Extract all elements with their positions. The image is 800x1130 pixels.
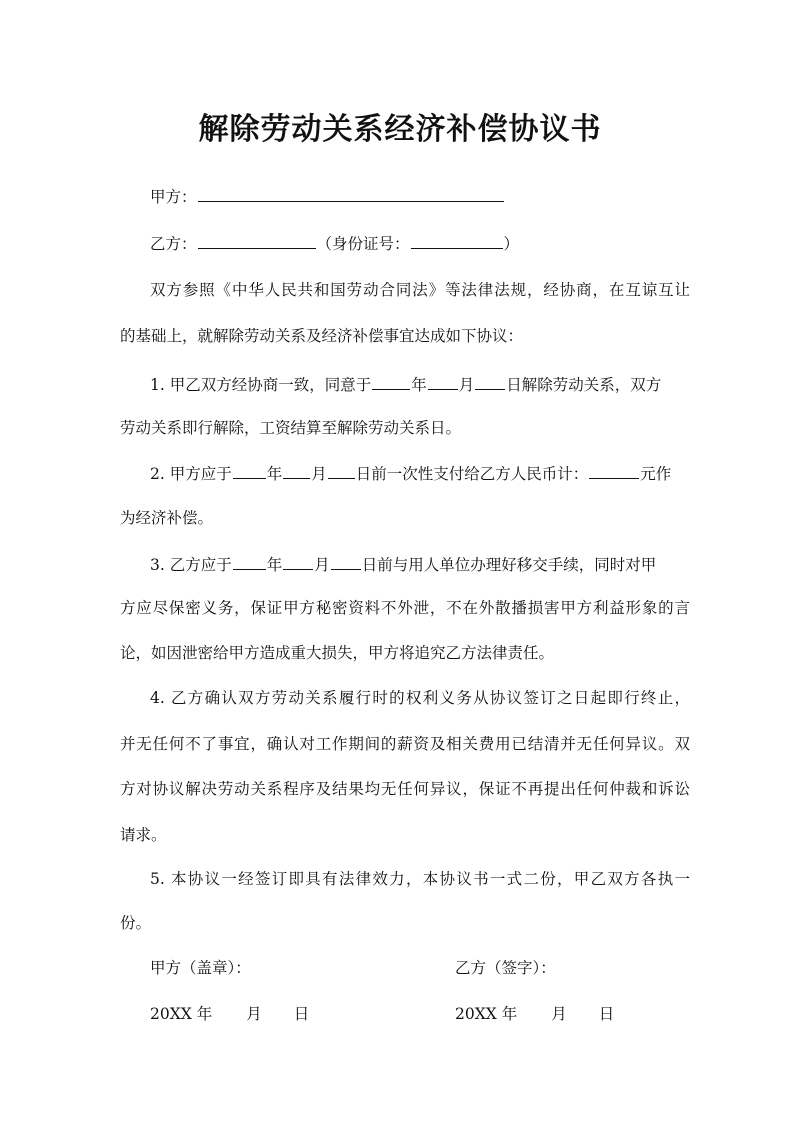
party-b-id-blank[interactable] <box>411 233 503 249</box>
clause-3-month: 月 <box>314 556 330 574</box>
clause-1-line-1 <box>150 374 690 395</box>
clause-4-line-3: 方对协议解决劳动关系程序及结果均无任何异议，保证不再提出任何仲裁和诉讼 <box>120 780 690 798</box>
intro-line-2: 的基础上，就解除劳动关系及经济补偿事宜达成如下协议： <box>120 327 524 345</box>
party-b-line <box>150 233 690 254</box>
party-b-date-year: 20XX 年 <box>455 1005 518 1023</box>
clause-2-amount-blank[interactable] <box>589 463 639 479</box>
clause-3-line-3: 论，如因泄密给甲方造成重大损失，甲方将追究乙方法律责任。 <box>120 644 555 662</box>
clause-2-month: 月 <box>311 465 327 483</box>
clause-1-line-2: 劳动关系即行解除，工资结算至解除劳动关系日。 <box>120 419 462 437</box>
clause-2-day-blank[interactable] <box>328 463 355 479</box>
party-a-date <box>150 1004 309 1024</box>
clause-1-text-a: 1. 甲乙双方经协商一致，同意于 <box>150 376 372 394</box>
clause-5-line-2: 份。 <box>120 914 152 932</box>
clause-1-text-b: 日解除劳动关系，双方 <box>506 376 662 394</box>
party-a-date-day: 日 <box>293 1005 310 1023</box>
clause-1-year-blank[interactable] <box>372 374 410 390</box>
document-title: 解除劳动关系经济补偿协议书 <box>198 112 602 147</box>
party-b-id-suffix: ） <box>503 235 520 253</box>
clause-2-line-1 <box>150 463 690 484</box>
clause-3-month-blank[interactable] <box>283 554 313 570</box>
party-b-date-day: 日 <box>598 1005 615 1023</box>
clause-2-text-c: 元作 <box>640 465 672 483</box>
party-b-sign-label: 乙方（签字）： <box>455 959 556 977</box>
clause-3-line-2: 方应尽保密义务，保证甲方秘密资料不外泄，不在外散播损害甲方利益形象的言 <box>120 599 690 617</box>
clause-3-year: 年 <box>266 556 283 574</box>
party-a-date-month: 月 <box>246 1005 262 1023</box>
clause-3-line-1 <box>150 554 690 575</box>
clause-5-line-1: 5. 本协议一经签订即具有法律效力，本协议书一式二份，甲乙双方各执一 <box>150 870 690 888</box>
party-b-date-month: 月 <box>551 1005 567 1023</box>
party-a-label: 甲方： <box>150 188 197 206</box>
party-b-name-blank[interactable] <box>198 233 316 249</box>
clause-3-text-a: 3. 乙方应于 <box>150 556 232 574</box>
clause-1-month: 月 <box>458 376 475 394</box>
clause-2-year: 年 <box>266 465 283 483</box>
clause-1-month-blank[interactable] <box>428 374 458 390</box>
party-b-id-prefix: （身份证号： <box>316 235 410 253</box>
clause-2-text-b: 日前一次性支付给乙方人民币计： <box>355 465 589 483</box>
party-b-date <box>455 1004 614 1024</box>
clause-3-day-blank[interactable] <box>331 554 361 570</box>
party-b-label: 乙方： <box>150 235 197 253</box>
intro-line-1: 双方参照《中华人民共和国劳动合同法》等法律法规，经协商，在互谅互让 <box>150 281 690 299</box>
clause-4-line-1: 4. 乙方确认双方劳动关系履行时的权利义务从协议签订之日起即行终止， <box>150 689 690 707</box>
clause-2-month-blank[interactable] <box>283 463 310 479</box>
clause-2-year-blank[interactable] <box>233 463 266 479</box>
clause-2-text-a: 2. 甲方应于 <box>150 465 232 483</box>
party-a-blank[interactable] <box>198 186 504 202</box>
clause-3-text-b: 日前与用人单位办理好移交手续，同时对甲 <box>361 556 657 574</box>
clause-1-year: 年 <box>411 376 427 394</box>
clause-1-day-blank[interactable] <box>475 374 505 390</box>
party-a-seal-label: 甲方（盖章）： <box>150 959 251 977</box>
party-a-line <box>150 186 690 207</box>
clause-4-line-2: 并无任何不了事宜，确认对工作期间的薪资及相关费用已结清并无任何异议。双 <box>120 735 690 753</box>
party-a-date-year: 20XX 年 <box>150 1005 213 1023</box>
clause-2-line-2: 为经济补偿。 <box>120 509 214 527</box>
clause-3-year-blank[interactable] <box>233 554 266 570</box>
clause-4-line-4: 请求。 <box>120 826 167 844</box>
